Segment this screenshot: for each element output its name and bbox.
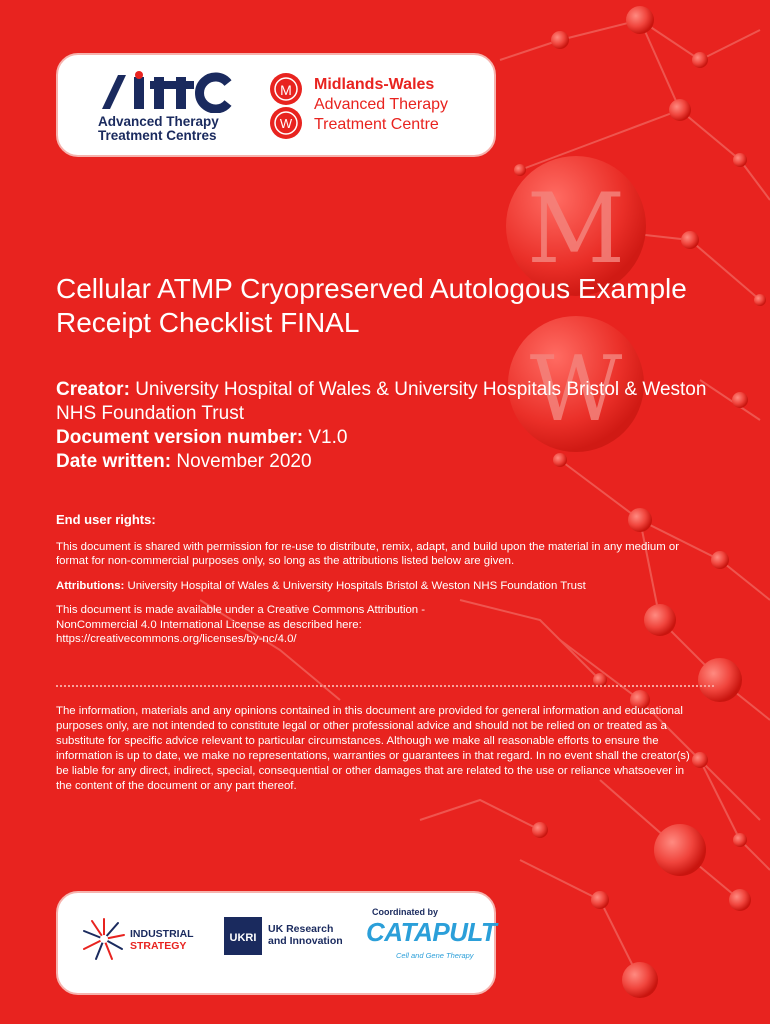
mw-line-3: Treatment Centre: [314, 116, 439, 133]
catapult-subtitle: Cell and Gene Therapy: [396, 951, 474, 960]
end-user-rights: [56, 513, 696, 657]
date-value: November 2020: [176, 451, 312, 472]
version-value: V1.0: [308, 427, 348, 448]
background-w-letter: W: [529, 337, 623, 442]
mw-w-glyph: W: [279, 116, 293, 131]
mw-m-glyph: M: [280, 82, 292, 98]
midlands-wales-logo: [264, 71, 484, 141]
document-meta: [56, 378, 716, 474]
creator-label: Creator:: [56, 379, 130, 400]
midlands-wales-mark: [264, 71, 308, 141]
attc-line-1: Advanced Therapy: [98, 114, 219, 129]
rights-heading: End user rights:: [56, 512, 156, 527]
license-line-1: This document is made available under a Creative Commons Attribution -: [56, 604, 426, 616]
date-line: [56, 450, 716, 474]
ukri-line-2: and Innovation: [268, 935, 343, 947]
license-paragraph: [56, 603, 696, 647]
attributions-line: [56, 579, 696, 594]
attributions-label: Attributions:: [56, 579, 125, 592]
rights-paragraph: This document is shared with permission for re-use to distribute, remix, adapt, and build upon the material in any medium or format for non-commercial purposes only, so long as the attributions listed below are given.: [56, 540, 679, 567]
version-line: [56, 426, 716, 450]
industrial-strategy-burst-icon: [82, 917, 126, 961]
mw-line-2: Advanced Therapy: [314, 96, 449, 113]
footer-logo-card: [56, 891, 496, 995]
dotted-divider: [56, 685, 714, 687]
header-logo-card: [56, 53, 496, 157]
strategy-line: STRATEGY: [130, 940, 187, 952]
ukri-line-1: UK Research: [268, 923, 334, 935]
ukri-logo: [224, 917, 364, 957]
background-m-letter: M: [526, 173, 626, 285]
ukri-mark-glyph: UKRI: [229, 932, 257, 944]
attc-logo: [96, 69, 246, 143]
industrial-line: INDUSTRIAL: [130, 928, 194, 940]
license-line-2: NonCommercial 4.0 International License as described here:: [56, 618, 362, 631]
catapult-logo: [362, 907, 497, 977]
version-label: Document version number:: [56, 427, 304, 448]
attc-line-2: Treatment Centres: [98, 128, 217, 143]
mw-line-1: Midlands-Wales: [314, 76, 435, 93]
license-url-link[interactable]: https://creativecommons.org/licenses/by-nc/4.0/: [56, 633, 297, 645]
attc-logo-mark: [96, 69, 236, 113]
creator-value: University Hospital of Wales & University Hospitals Bristol & Weston NHS Foundation Trust: [56, 379, 707, 424]
catapult-wordmark: CATAPULT: [366, 917, 497, 947]
ukri-mark-icon: [224, 917, 262, 955]
date-label: Date written:: [56, 451, 172, 472]
document-title: Cellular ATMP Cryopreserved Autologous Example Receipt Checklist FINAL: [56, 273, 687, 338]
creator-line: [56, 378, 716, 426]
industrial-strategy-logo: [82, 917, 212, 967]
coordinated-by-label: Coordinated by: [372, 907, 439, 917]
disclaimer-text: The information, materials and any opinions contained in this document are provided for general information and educational purposes only, are not intended to constitute legal or other professional advice and should not be relied on or treated as a substitute for specific advice relevant to particular circumstances. Although we make all reasonable efforts to ensure the information is up to date, we make no representations, warranties or guarantees in that regard. In no event shall the creator(s) be liable for any direct, indirect, special, consequential or other damages that are related to the use or reliance whatsoever in the content of the document or any part thereof.: [56, 705, 690, 792]
attributions-value: University Hospital of Wales & University Hospitals Bristol & Weston NHS Foundation Trust: [127, 579, 586, 592]
